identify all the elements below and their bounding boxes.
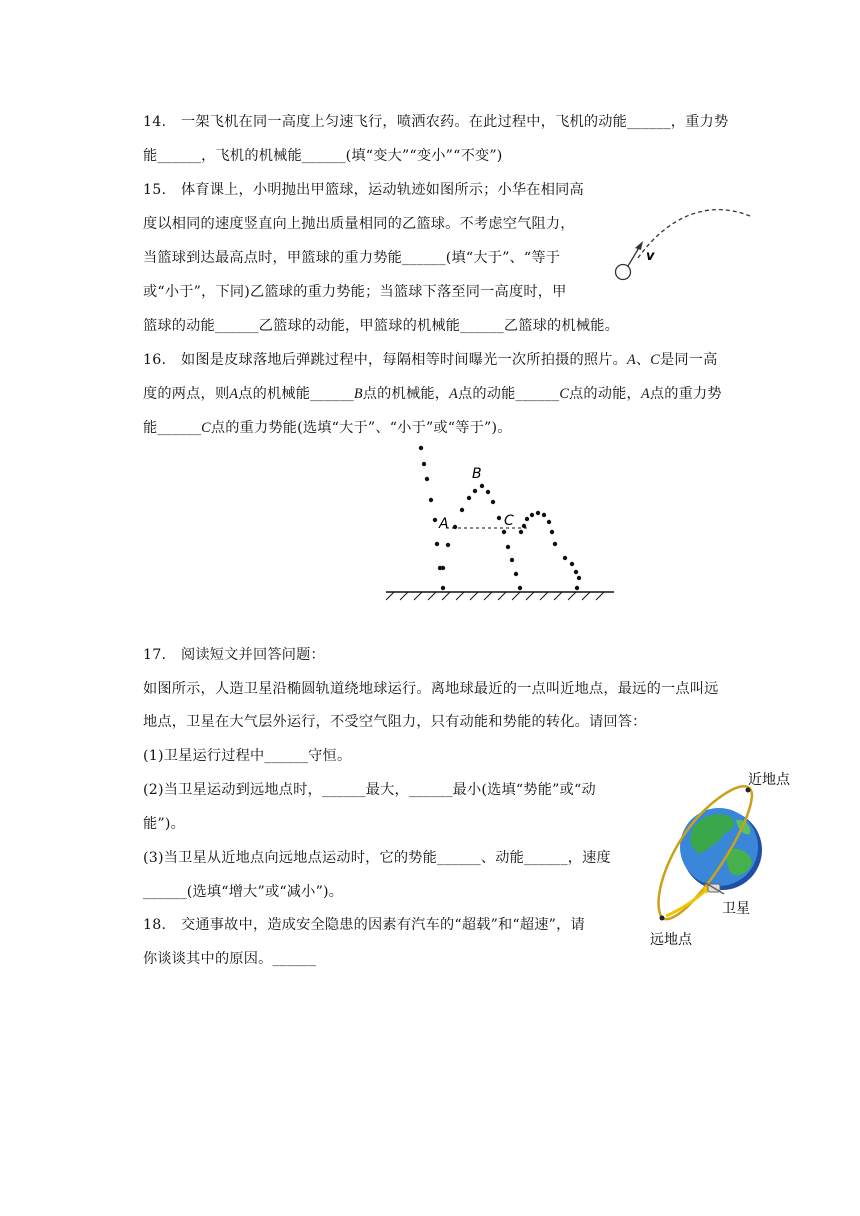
point-a-label: A [439,516,449,532]
bouncing-ball-figure [380,440,620,605]
q17-sub-1: (1)卫星运行过程中______守恒。 [143,748,352,764]
perigee-point [746,788,751,793]
satellite-orbit-figure [640,760,810,955]
q14-line-2: 能______，飞机的机械能______(填“变大”“变小”“不变”) [143,148,503,164]
q17-sub-3b: ______(选填“增大”或“减小”)。 [143,884,344,900]
q18-line-2: 你谈谈其中的原因。______ [143,951,317,967]
q16-line-2: 度的两点，则A点的机械能______B点的机械能，A点的动能______C点的动能，A点的重力势 [143,386,722,402]
q18-line-1: 18. 交通事故中，造成安全隐患的因素有汽车的“超载”和“超速”，请 [143,917,585,933]
q17-paragraph-1: 如图所示，人造卫星沿椭圆轨道绕地球运行。离地球最近的一点叫近地点，最远的一点叫远 [143,681,719,697]
q15-line-5: 篮球的动能______乙篮球的动能，甲篮球的机械能______乙篮球的机械能。 [143,318,619,334]
question-number: 15. [143,182,167,198]
q17-line-1: 17. 阅读短文并回答问题： [143,647,325,663]
point-b-label: B [472,466,482,482]
apogee-point [660,916,665,921]
velocity-label: v [646,249,655,264]
trajectory-curve [638,210,750,258]
q15-line-4: 或“小于”，下同)乙篮球的重力势能；当篮球下落至同一高度时，甲 [143,284,567,300]
perigee-label: 近地点 [748,772,790,788]
q15-line-1: 15. 体育课上，小明抛出甲篮球，运动轨迹如图所示；小华在相同高 [143,182,584,198]
earth-icon [680,808,762,890]
arrow-head-icon [635,241,643,250]
question-number: 14. [143,114,167,130]
question-number: 17. [143,647,167,663]
q15-line-3: 当篮球到达最高点时，甲篮球的重力势能______(填“大于”、“等于 [143,250,561,266]
q16-line-1: 16. 如图是皮球落地后弹跳过程中，每隔相等时间曝光一次所拍摄的照片。A、C是同一高 [143,352,718,368]
ground-hatching [386,592,604,600]
q17-sub-2a: (2)当卫星运动到远地点时，______最大，______最小(选填“势能”或“动 [143,782,596,798]
satellite-label: 卫星 [722,901,750,917]
point-c-label: C [504,513,514,529]
q16-line-3: 能______C点的重力势能(选填“大于”、“小于”或“等于”)。 [143,420,512,436]
q17-sub-2b: 能”)。 [143,816,185,832]
basketball-trajectory-figure [610,200,760,290]
question-number: 16. [143,352,167,368]
ball-icon [616,265,631,280]
q17-paragraph-2: 地点，卫星在大气层外运行，不受空气阻力，只有动能和势能的转化。请回答： [143,714,647,730]
question-number: 18. [143,917,167,933]
apogee-label: 远地点 [650,932,692,948]
motion-arrow [666,888,708,916]
q17-sub-3a: (3)当卫星从近地点向远地点运动时，它的势能______、动能______，速度 [143,850,611,866]
q14-line-1: 14. 一架飞机在同一高度上匀速飞行，喷洒农药。在此过程中，飞机的动能______，重力势 [143,114,729,130]
q15-line-2: 度以相同的速度竖直向上抛出质量相同的乙篮球。不考虑空气阻力， [143,216,575,232]
